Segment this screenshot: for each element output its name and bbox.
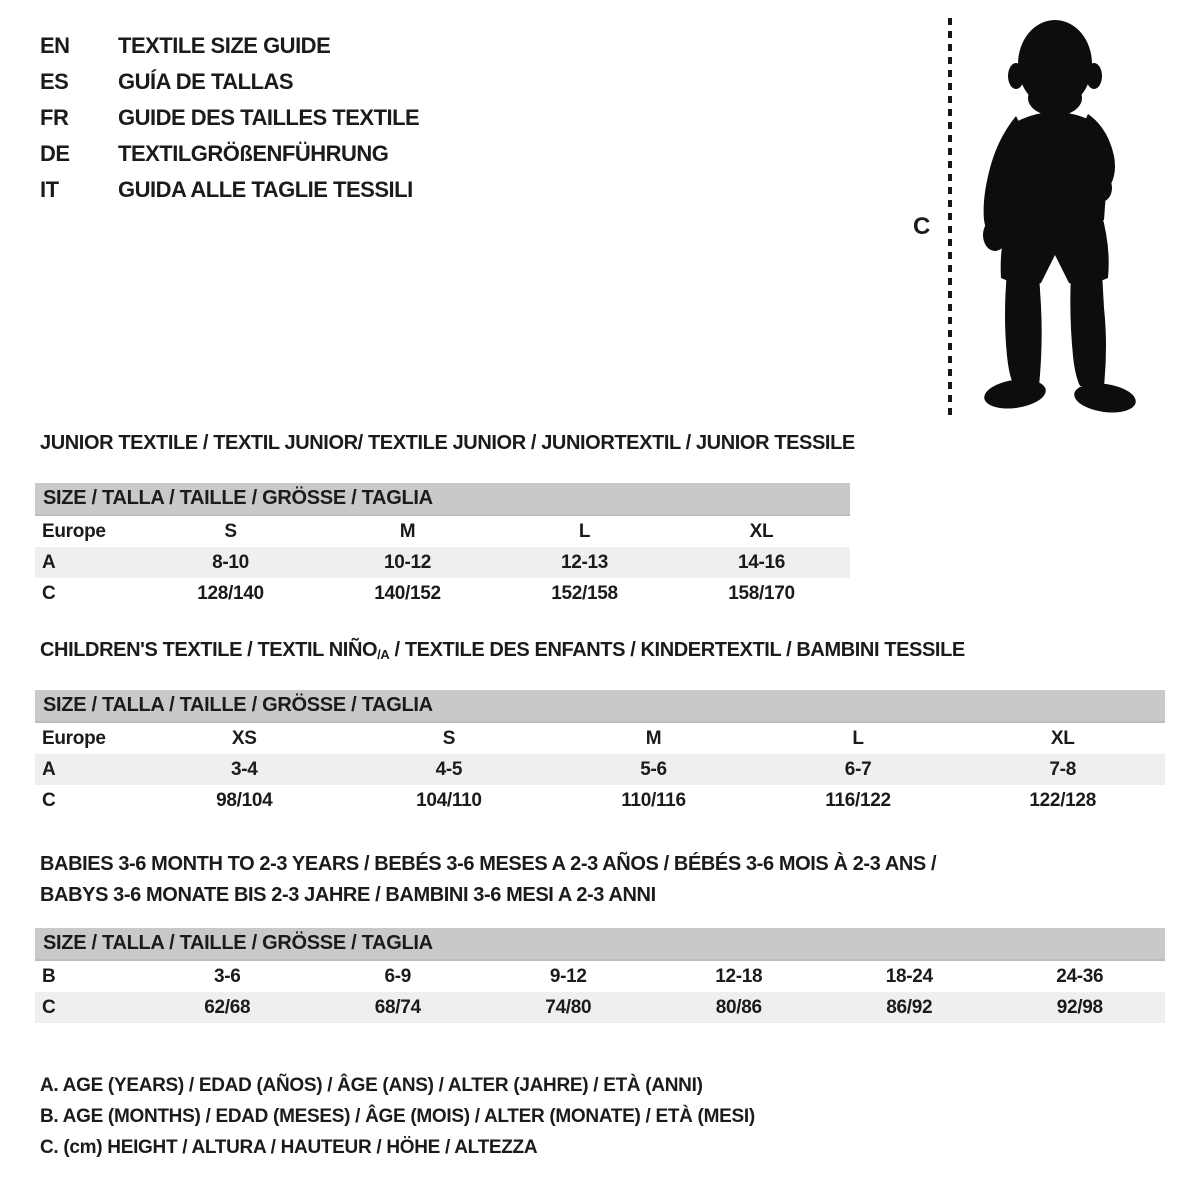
language-code: IT (40, 177, 59, 202)
language-row (40, 172, 419, 208)
row-label: C (42, 789, 56, 811)
cell: XL (1050, 727, 1075, 749)
size-header-bar (35, 690, 1165, 722)
size-bar-label: SIZE / TALLA / TAILLE / GRÖSSE / TAGLIA (35, 483, 850, 515)
table-row-height (35, 992, 1165, 1023)
table-row-height (35, 785, 1165, 816)
cell: XS (231, 727, 257, 749)
cell: 158/170 (728, 582, 795, 604)
language-code: ES (40, 69, 69, 94)
cell: 3-4 (142, 754, 347, 785)
cell: 8-10 (142, 547, 319, 578)
cell: 5-6 (551, 754, 756, 785)
cell: XL (749, 520, 774, 542)
row-label: A (35, 754, 142, 785)
junior-section-heading: JUNIOR TEXTILE / TEXTIL JUNIOR/ TEXTILE JUNIOR / JUNIORTEXTIL / JUNIOR TESSILE (40, 432, 855, 454)
row-label: B (42, 965, 56, 987)
babies-size-table (35, 928, 1165, 1023)
children-heading-text: CHILDREN'S TEXTILE / TEXTIL NIÑO (40, 639, 378, 661)
cell: 98/104 (216, 789, 273, 811)
cell: 14-16 (673, 547, 850, 578)
row-label: Europe (42, 520, 106, 542)
size-bar-label: SIZE / TALLA / TAILLE / GRÖSSE / TAGLIA (35, 690, 1165, 722)
cell: 24-36 (1056, 965, 1104, 987)
cell: 152/158 (551, 582, 618, 604)
junior-size-table (35, 483, 850, 609)
legend-line-c: C. (cm) HEIGHT / ALTURA / HAUTEUR / HÖHE / ALTEZZA (40, 1137, 538, 1158)
cell: 128/140 (197, 582, 264, 604)
size-bar-label: SIZE / TALLA / TAILLE / GRÖSSE / TAGLIA (35, 928, 1165, 960)
cell: 122/128 (1029, 789, 1096, 811)
guide-title: TEXTILE SIZE GUIDE (118, 33, 331, 58)
table-row-age (35, 754, 1165, 785)
children-size-table (35, 690, 1165, 816)
cell: 104/110 (416, 789, 482, 811)
cell: 92/98 (995, 992, 1166, 1023)
size-header-bar (35, 928, 1165, 960)
language-row (40, 100, 419, 136)
guide-title: GUIDA ALLE TAGLIE TESSILI (118, 177, 413, 202)
language-row (40, 28, 419, 64)
cell: 3-6 (213, 965, 241, 987)
height-dashed-line (948, 18, 952, 418)
size-header-bar (35, 483, 850, 515)
table-row-europe (35, 722, 1165, 754)
cell: L (852, 727, 864, 749)
cell: 12-18 (715, 965, 763, 987)
cell: S (442, 727, 456, 749)
guide-title: TEXTILGRÖßENFÜHRUNG (118, 141, 389, 166)
cell: 80/86 (654, 992, 825, 1023)
cell: 4-5 (347, 754, 552, 785)
cell: M (645, 727, 662, 749)
cell: 12-13 (496, 547, 673, 578)
baby-silhouette (962, 14, 1148, 418)
row-label: Europe (42, 727, 106, 749)
babies-section-heading (40, 849, 936, 911)
cell: 10-12 (319, 547, 496, 578)
legend-line-a: A. AGE (YEARS) / EDAD (AÑOS) / ÂGE (ANS) / ALTER (JAHRE) / ETÀ (ANNI) (40, 1075, 703, 1096)
cell: M (399, 520, 416, 542)
cell: 68/74 (313, 992, 484, 1023)
row-label: C (42, 582, 56, 604)
table-row-europe (35, 515, 850, 547)
baby-silhouette-image (962, 14, 1148, 418)
cell: L (578, 520, 591, 542)
cell: 86/92 (824, 992, 995, 1023)
cell: 116/122 (825, 789, 891, 811)
language-code: FR (40, 105, 69, 130)
language-code: DE (40, 141, 70, 166)
cell: 18-24 (885, 965, 933, 987)
babies-heading-line-1: BABIES 3-6 MONTH TO 2-3 YEARS / BEBÉS 3-6 MESES A 2-3 AÑOS / BÉBÉS 3-6 MOIS À 2-3 ANS / (40, 853, 937, 875)
language-title-list (40, 28, 419, 208)
language-row (40, 64, 419, 100)
children-section-heading (40, 639, 965, 662)
guide-title: GUIDE DES TAILLES TEXTILE (118, 105, 420, 130)
cell: 6-9 (384, 965, 412, 987)
cell: 62/68 (142, 992, 313, 1023)
measure-legend (40, 1070, 755, 1163)
children-heading-subscript: /A (377, 647, 390, 662)
row-label: C (35, 992, 142, 1023)
language-code: EN (40, 33, 70, 58)
cell: 140/152 (374, 582, 441, 604)
language-row (40, 136, 419, 172)
cell: 6-7 (756, 754, 961, 785)
legend-line-b: B. AGE (MONTHS) / EDAD (MESES) / ÂGE (MOIS) / ALTER (MONATE) / ETÀ (MESI) (40, 1106, 755, 1127)
cell: 74/80 (483, 992, 654, 1023)
table-row-height (35, 578, 850, 609)
cell: S (224, 520, 237, 542)
cell: 110/116 (621, 789, 686, 811)
children-heading-text: / TEXTILE DES ENFANTS / KINDERTEXTIL / BAMBINI TESSILE (389, 639, 965, 661)
babies-heading-line-2: BABYS 3-6 MONATE BIS 2-3 JAHRE / BAMBINI 3-6 MESI A 2-3 ANNI (40, 884, 656, 906)
guide-title: GUÍA DE TALLAS (118, 69, 294, 94)
cell: 7-8 (960, 754, 1165, 785)
cell: 9-12 (549, 965, 587, 987)
table-row-months (35, 960, 1165, 992)
height-measure-label: C (913, 213, 931, 240)
row-label: A (35, 547, 142, 578)
table-row-age (35, 547, 850, 578)
